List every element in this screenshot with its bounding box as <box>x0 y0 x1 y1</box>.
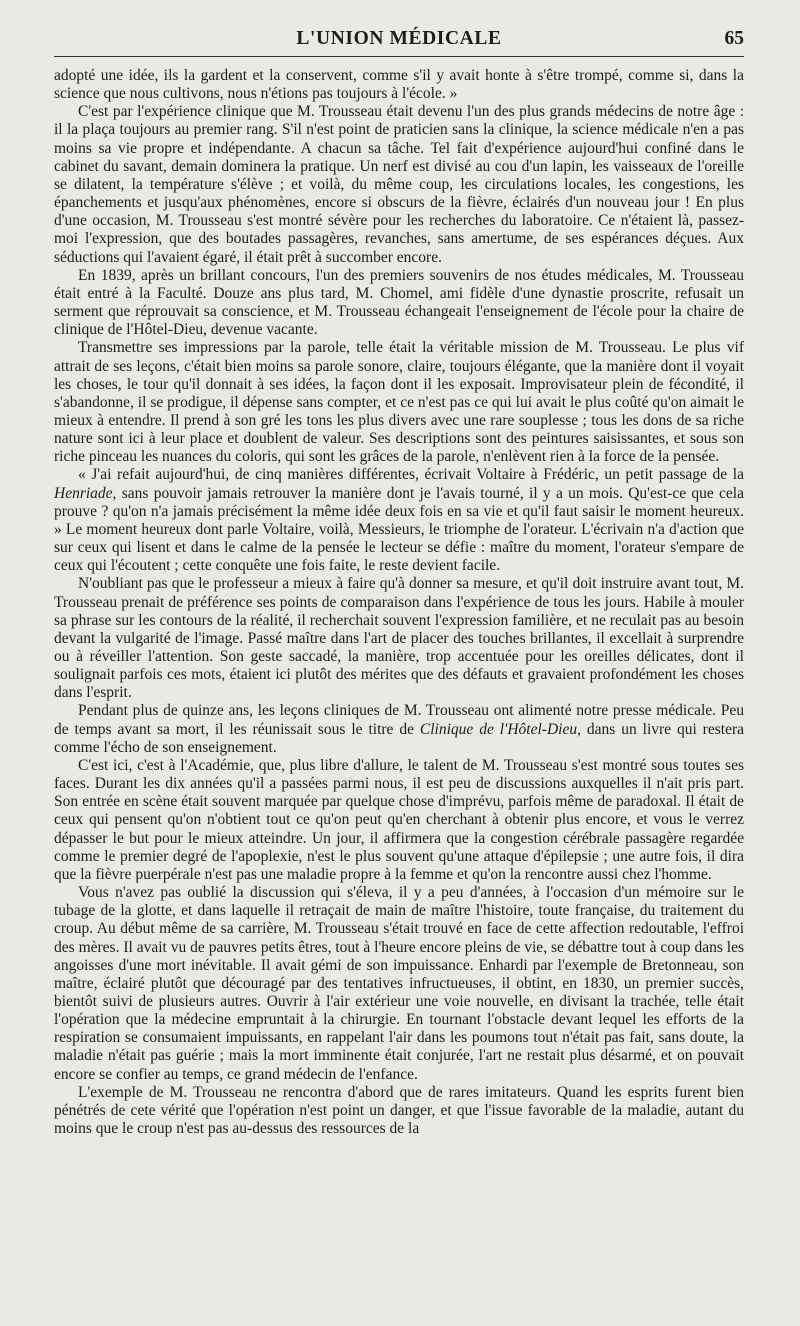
paragraph-text: , dans un livre qui restera comme l'écho de son enseignement. <box>54 720 744 756</box>
page-number: 65 <box>724 28 744 49</box>
paragraph-10 <box>54 1084 744 1138</box>
paragraph-text: N'oubliant pas que le professeur a mieux à faire qu'à donner sa mesure, et qu'il doit instruire avant tout, M. Trousseau prenait de préférence ses points de comparaison dans l'expérience de tous les jours. Habile à mouler sa phrase sur les contours de la réalité, il recherchait souvent l'expression familière, et ne reculait pas au besoin devant la vulgarité de l'image. Passé maître dans l'art de placer des touches brillantes, il excellait à surprendre ou à réveiller l'attention. Son geste saccadé, la manière, trop accentuée pour les oreilles délicates, dont il soulignait parfois ces mots, étaient ici plutôt des mérites que des défauts et gravaient profondément les choses dans l'esprit. <box>54 575 744 702</box>
paragraph-text: C'est par l'expérience clinique que M. Trousseau était devenu l'un des plus grands médecins de notre âge : il la plaça toujours au premier rang. S'il n'est point de praticien sans la clinique, la science médicale n'en a pas moins sa vie propre et indépendante. A chacun sa tâche. Tel fait d'expérience aujourd'hui confiné dans le cabinet du savant, demain dominera la pratique. Un nerf est divisé au cou d'un lapin, les vaisseaux de l'oreille se dilatent, la température s'élève ; et voilà, du même coup, les circulations locales, les congestions, les épanchements et jusqu'aux phénomènes, encore si obscurs de la fièvre, éclairés d'un nouveau jour ! En plus d'une occasion, M. Trousseau s'est montré sévère pour les recherches du laboratoire. Ce n'étaient là, passez-moi l'expression, que des boutades passagères, revanches, sans amertume, de ses espérances déçues. Aux séductions qui l'avaient égaré, il était prêt à succomber encore. <box>54 103 744 266</box>
paragraph-text: Vous n'avez pas oublié la discussion qui s'éleva, il y a peu d'années, à l'occasion d'un mémoire sur le tubage de la glotte, et dans laquelle il retraçait de main de maître l'histoire, toute française, du traitement du croup. Au début même de sa carrière, M. Trousseau s'était trouvé en face de cette affection redoutable, l'effroi des mères. Il avait vu de pauvres petits êtres, tout à l'heure encore pleins de vie, se débattre tout à coup dans les angoisses d'une mort inévitable. Il avait gémi de son impuissance. Enhardi par l'exemple de Bretonneau, son maître, éclairé plutôt que découragé par des tentatives infructueuses, il obtint, en 1830, un premier succès, bientôt suivi de plusieurs autres. Ouvrir à l'air extérieur une voie nouvelle, en divisant la trachée, telle était l'opération que la médecine empruntait à la chirurgie. En tournant l'obstacle devant lequel les efforts de la respiration se consumaient impuissants, en rappelant l'air dans les poumons tout n'était pas fait, sans doute, la maladie n'était pas guérie ; mais la mort imminente était conjurée, l'art ne restait plus désarmé, et on pouvait encore se confier au temps, ce grand médecin de l'enfance. <box>54 884 744 1083</box>
paragraph-1 <box>54 67 744 103</box>
paragraph-text: « J'ai refait aujourd'hui, de cinq manières différentes, écrivait Voltaire à Frédéric, un petit passage de la <box>78 466 744 484</box>
article-body <box>54 67 744 1138</box>
page-header <box>54 26 744 57</box>
paragraph-text: , sans pouvoir jamais retrouver la manière dont je l'avais tourné, il y a un mois. Qu'est-ce que cela prouve ? qu'on n'a jamais précisément la même idée deux fois en sa vie et qu'il faut saisir le moment heureux. » Le moment heureux dont parle Voltaire, voilà, Messieurs, le triomphe de l'orateur. L'écrivain n'a d'action que sur ceux qui lisent et dans le calme de la pensée le lecteur se défie : maître du moment, l'orateur s'empare de ceux qui l'écoutent ; cette conquête une fois faite, le reste devient facile. <box>54 484 744 575</box>
paragraph-text: L'exemple de M. Trousseau ne rencontra d'abord que de rares imitateurs. Quand les esprits furent bien pénétrés de cete vérité que l'opération n'est point un danger, et que l'issue favorable de la maladie, autant du moins que le croup n'est pas au-dessus des ressources de la <box>54 1083 744 1138</box>
running-title: L'UNION MÉDICALE <box>296 28 502 49</box>
paragraph-8 <box>54 757 744 884</box>
paragraph-text: adopté une idée, ils la gardent et la conservent, comme s'il y avait honte à s'être trompé, comme si, dans la science que nous cultivons, nous n'étions pas toujours à l'école. » <box>54 67 744 103</box>
paragraph-text: Pendant plus de quinze ans, les leçons cliniques de M. Trousseau ont alimenté notre presse médicale. Peu de temps avant sa mort, il les réunissait sous le titre de <box>54 702 744 738</box>
italic-title: Henriade <box>54 484 113 502</box>
italic-title: Clinique de l'Hôtel-Dieu <box>419 720 578 738</box>
paragraph-text: C'est ici, c'est à l'Académie, que, plus libre d'allure, le talent de M. Trousseau s'est montré sous toutes ses faces. Durant les dix années qu'il a passées parmi nous, il est peu de discussions auxquelles il n'ait pris part. Son entrée en scène était souvent marquée par quelque chose d'imprévu, parfois même de paradoxal. Il était de ceux qui pensent qu'on n'obtient tout ce qu'on peut qu'en cherchant à obtenir plus encore, et vous le verrez dépasser le but pour le mieux atteindre. Un jour, il affirmera que la congestion cérébrale passagère regardée comme le premier degré de l'apoplexie, n'est le plus souvent qu'une attaque d'épilepsie ; une autre fois, il dira que la fièvre puerpérale n'est pas une maladie propre à la femme et qu'on la rencontre aussi chez l'homme. <box>54 756 744 883</box>
paragraph-3 <box>54 267 744 340</box>
paragraph-4 <box>54 339 744 466</box>
paragraph-2 <box>54 103 744 266</box>
paragraph-7 <box>54 702 744 756</box>
paragraph-text: Transmettre ses impressions par la parole, telle était la véritable mission de M. Trousseau. Le plus vif attrait de ses leçons, c'était bien moins sa parole sonore, claire, toujours élégante, que la manière dont il voyait les choses, le tour qu'il donnait à ses idées, la façon dont il les exposait. Improvisateur plein de fécondité, il s'abandonne, il se prodigue, il dépense sans compter, et ce n'est pas ce qui lui avait le plus coûté qu'on aimait le mieux à entendre. Il prend à son gré les tons les plus divers avec une rare souplesse ; tous les dons de sa riche nature sont ici à leur place et doublent de valeur. Ses descriptions sont des peintures saisissantes, et sous son riche pinceau les nuances du coloris, qui sont les grâces de la parole, n'enlèvent rien à la force de la pensée. <box>54 339 744 466</box>
paragraph-text: En 1839, après un brillant concours, l'un des premiers souvenirs de nos études médicales, M. Trousseau était entré à la Faculté. Douze ans plus tard, M. Chomel, ami fidèle d'une dynastie proscrite, refusait un serment que réprouvait sa conscience, et M. Trousseau échangeait l'enseignement de l'école pour la chaire de clinique de l'Hôtel-Dieu, devenue vacante. <box>54 266 744 339</box>
paragraph-6 <box>54 575 744 702</box>
paragraph-9 <box>54 884 744 1084</box>
paragraph-5 <box>54 466 744 575</box>
